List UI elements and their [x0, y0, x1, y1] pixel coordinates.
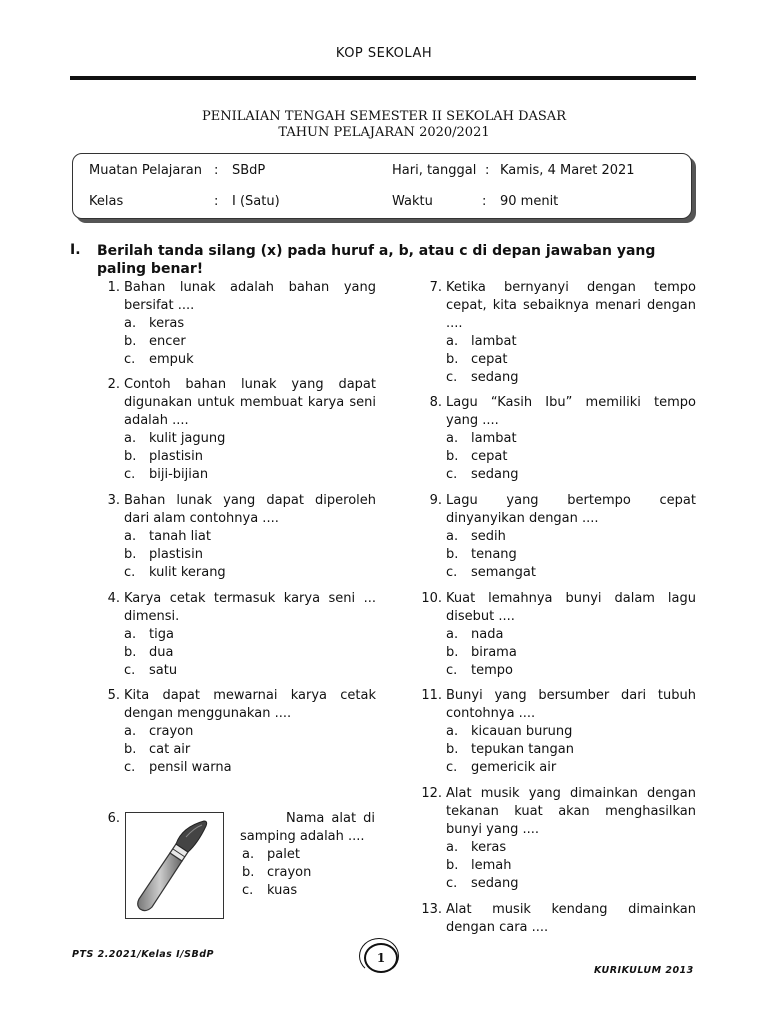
option-letter: c.	[446, 876, 458, 891]
exam-title: PENILAIAN TENGAH SEMESTER II SEKOLAH DASAR	[202, 109, 566, 124]
question-text: Karya cetak termasuk karya seni ... dimensi.	[124, 591, 376, 624]
option-text: kicauan burung	[471, 724, 573, 739]
question-text: Nama alat di samping adalah ....	[240, 811, 375, 844]
question-number: 3.	[107, 493, 120, 508]
option-text: sedang	[471, 467, 519, 482]
option-letter: a.	[446, 334, 459, 349]
question-text: Lagu “Kasih Ibu” memiliki tempo yang ....	[446, 395, 696, 428]
option-text: lemah	[471, 858, 512, 873]
question-number: 12.	[421, 786, 442, 801]
hari-label: Hari, tanggal	[392, 163, 477, 178]
waktu-value: 90 menit	[500, 194, 559, 209]
muatan-value: SBdP	[232, 163, 266, 178]
question-number: 4.	[107, 591, 120, 606]
paintbrush-icon	[126, 813, 223, 918]
question-number: 13.	[421, 902, 442, 917]
option-text: plastisin	[149, 449, 203, 464]
question-text: Contoh bahan lunak yang dapat digunakan untuk membuat karya seni adalah ....	[124, 377, 376, 428]
option-text: tepukan tangan	[471, 742, 574, 757]
question-text: Alat musik yang dimainkan dengan tekanan kuat akan menghasilkan bunyi yang ....	[446, 786, 696, 837]
option-letter: b.	[124, 645, 137, 660]
option-letter: c.	[124, 352, 136, 367]
option-letter: a.	[446, 529, 459, 544]
option-letter: b.	[446, 547, 459, 562]
exam-year: TAHUN PELAJARAN 2020/2021	[278, 125, 490, 140]
option-letter: b.	[446, 352, 459, 367]
option-text: satu	[149, 663, 178, 678]
option-text: tempo	[471, 663, 513, 678]
option-letter: b.	[446, 742, 459, 757]
kelas-colon: :	[214, 194, 219, 209]
option-text: biji-bijian	[149, 467, 209, 482]
option-text: palet	[267, 847, 300, 862]
option-letter: b.	[446, 645, 459, 660]
footer-code: PTS 2.2021/Kelas I/SBdP	[72, 949, 214, 960]
option-text: cat air	[149, 742, 191, 757]
kelas-value: I (Satu)	[232, 194, 280, 209]
header-rule	[70, 76, 696, 80]
option-letter: c.	[242, 883, 254, 898]
option-text: sedang	[471, 370, 519, 385]
option-letter: c.	[446, 565, 458, 580]
option-letter: c.	[446, 467, 458, 482]
option-text: lambat	[471, 431, 517, 446]
option-text: keras	[471, 840, 507, 855]
option-letter: c.	[446, 663, 458, 678]
option-text: crayon	[267, 865, 312, 880]
option-text: tiga	[149, 627, 174, 642]
option-letter: a.	[446, 840, 459, 855]
option-text: plastisin	[149, 547, 203, 562]
question-text: Kita dapat mewarnai karya cetak dengan menggunakan ....	[124, 688, 376, 721]
option-text: crayon	[149, 724, 194, 739]
question-text: Bahan lunak yang dapat diperoleh dari alam contohnya ....	[124, 493, 376, 526]
option-letter: b.	[446, 449, 459, 464]
waktu-label: Waktu	[392, 194, 433, 209]
school-letterhead: KOP SEKOLAH	[335, 46, 433, 61]
option-text: kulit jagung	[149, 431, 226, 446]
hari-value: Kamis, 4 Maret 2021	[500, 163, 635, 178]
option-text: cepat	[471, 449, 508, 464]
option-text: kulit kerang	[149, 565, 226, 580]
question-text: Ketika bernyanyi dengan tempo cepat, kita sebaiknya menari dengan ....	[446, 280, 696, 331]
option-letter: a.	[124, 529, 137, 544]
question-text: Bahan lunak adalah bahan yang bersifat ....	[124, 280, 376, 313]
waktu-colon: :	[482, 194, 487, 209]
option-letter: c.	[124, 467, 136, 482]
section-instruction: Berilah tanda silang (x) pada huruf a, b, atau c di depan jawaban yang paling benar!	[97, 243, 656, 277]
option-letter: a.	[446, 431, 459, 446]
option-letter: a.	[446, 627, 459, 642]
question-number: 2.	[107, 377, 120, 392]
question-number: 9.	[429, 493, 442, 508]
option-text: sedang	[471, 876, 519, 891]
option-text: nada	[471, 627, 504, 642]
option-text: semangat	[471, 565, 536, 580]
option-letter: a.	[124, 316, 137, 331]
option-text: encer	[149, 334, 186, 349]
option-text: sedih	[471, 529, 506, 544]
question-number: 1.	[107, 280, 120, 295]
option-letter: c.	[446, 370, 458, 385]
info-box	[72, 153, 692, 219]
option-letter: b.	[124, 334, 137, 349]
option-letter: b.	[124, 449, 137, 464]
muatan-colon: :	[214, 163, 219, 178]
option-letter: a.	[124, 724, 137, 739]
question-number: 6.	[107, 811, 120, 826]
question-text: Alat musik kendang dimainkan dengan cara ....	[446, 902, 696, 935]
question-text: Kuat lemahnya bunyi dalam lagu disebut ....	[446, 591, 696, 624]
kelas-label: Kelas	[89, 194, 124, 209]
hari-colon: :	[485, 163, 490, 178]
option-letter: c.	[124, 663, 136, 678]
option-text: gemericik air	[471, 760, 557, 775]
question-number: 8.	[429, 395, 442, 410]
option-letter: c.	[124, 760, 136, 775]
footer-curriculum: KURIKULUM 2013	[594, 965, 694, 976]
question-text: Lagu yang bertempo cepat dinyanyikan dengan ....	[446, 493, 696, 526]
option-text: birama	[471, 645, 517, 660]
option-text: tanah liat	[149, 529, 211, 544]
option-letter: b.	[124, 742, 137, 757]
page-number: 1	[364, 943, 398, 973]
brush-image-frame	[125, 812, 224, 919]
option-text: kuas	[267, 883, 298, 898]
option-text: lambat	[471, 334, 517, 349]
question-text: Bunyi yang bersumber dari tubuh contohnya ....	[446, 688, 696, 721]
option-text: empuk	[149, 352, 194, 367]
option-letter: b.	[242, 865, 255, 880]
option-text: tenang	[471, 547, 517, 562]
option-letter: c.	[446, 760, 458, 775]
muatan-label: Muatan Pelajaran	[89, 163, 202, 178]
option-letter: a.	[242, 847, 255, 862]
question-number: 11.	[421, 688, 442, 703]
option-letter: a.	[124, 431, 137, 446]
question-number: 10.	[421, 591, 442, 606]
option-text: dua	[149, 645, 174, 660]
option-letter: b.	[124, 547, 137, 562]
option-letter: a.	[446, 724, 459, 739]
option-letter: c.	[124, 565, 136, 580]
option-text: pensil warna	[149, 760, 232, 775]
option-text: keras	[149, 316, 185, 331]
section-number: I.	[70, 242, 81, 258]
question-number: 7.	[429, 280, 442, 295]
option-text: cepat	[471, 352, 508, 367]
question-number: 5.	[107, 688, 120, 703]
option-letter: a.	[124, 627, 137, 642]
option-letter: b.	[446, 858, 459, 873]
